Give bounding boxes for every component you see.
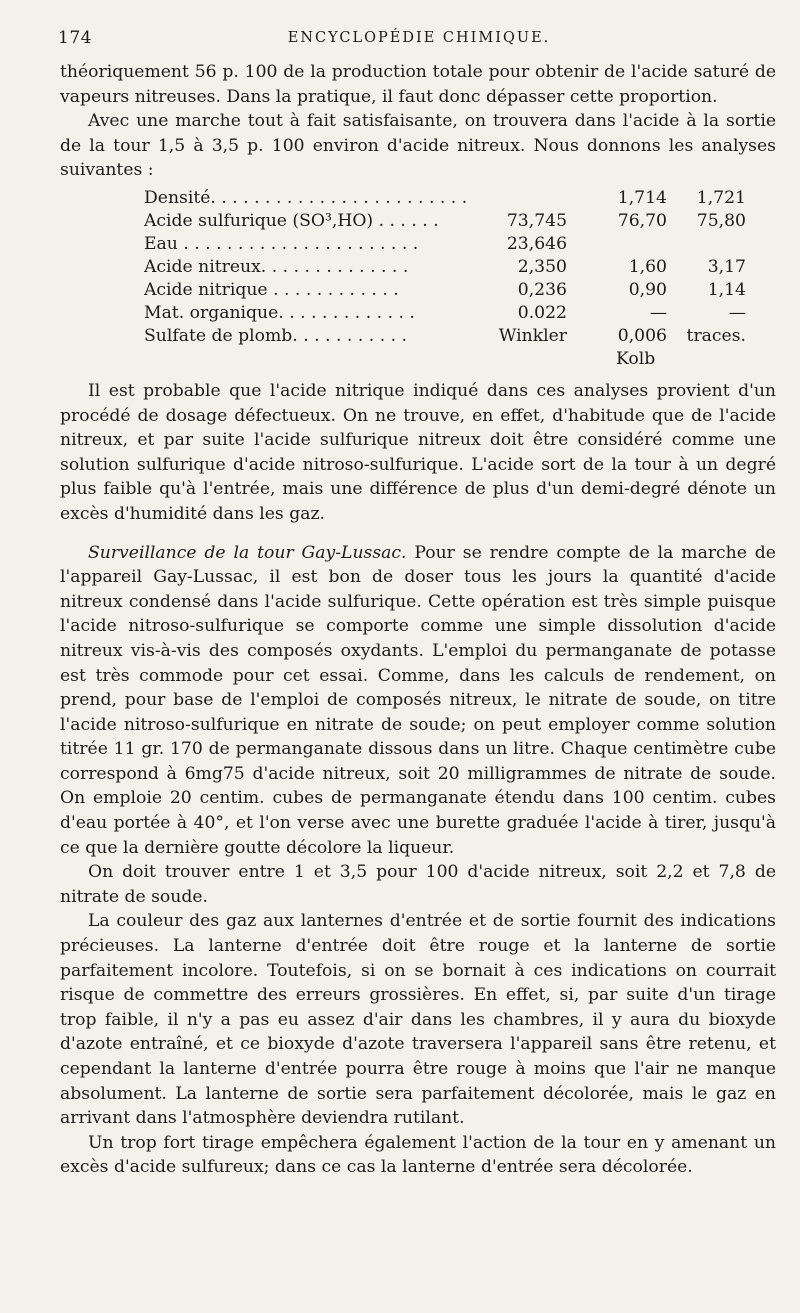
row-label: Acide nitreux. . . . . . . . . . . . . . xyxy=(144,256,409,277)
cell-value: 1,714 xyxy=(617,187,667,208)
cell-value: 0,90 xyxy=(628,279,667,300)
row-label: Sulfate de plomb. . . . . . . . . . . xyxy=(144,325,408,346)
row-label: Mat. organique. . . . . . . . . . . . . xyxy=(144,302,415,323)
analyses-table xyxy=(144,187,764,348)
table-row xyxy=(144,302,764,325)
cell-value: 0,006 xyxy=(617,325,667,346)
row-label: Densité. . . . . . . . . . . . . . . . . . . . . . . . xyxy=(144,187,467,208)
cell-value: 3,17 xyxy=(707,256,746,277)
paragraph-lanterns: La couleur des gaz aux lanternes d'entrée et de sortie fournit des indications précieuses. La lanterne d'entrée doit être rouge et la lanterne de sortie parfaitement incolore. Toutefois, si on se bornait à ces indications on courrait risque de commettre des erreurs grossières. En effet, si, par suite d'un tirage trop faible, il n'y a pas eu assez d'air dans les chambres, il y aura du bioxyde d'azote entraîné, et ce bioxyde d'azote traversera l'appareil sans être retenu, et cependant la lanterne d'entrée pourra être rouge à moins que l'air ne manque absolument. La lanterne de sortie sera parfaitement décolorée, mais le gaz en arrivant dans l'atmosphère deviendra rutilant. xyxy=(60,911,776,1129)
row-label: Eau . . . . . . . . . . . . . . . . . . . . . . xyxy=(144,233,419,254)
paragraph-strong-draught: Un trop fort tirage empêchera également l'action de la tour en y amenant un excès d'acide sulfureux; dans ce cas la lanterne d'entrée sera décolorée. xyxy=(60,1132,776,1178)
paragraph-nitric-acid: Il est probable que l'acide nitrique indiqué dans ces analyses provient d'un procédé de dosage défectueux. On ne trouve, en effet, d'habitude que de l'acide nitreux, et par suite l'acide sulfurique nitreux doit être considéré comme une solution sulfurique d'acide nitroso-sulfurique. L'acide sort de la tour à un degré plus faible qu'à l'entrée, mais une différence de plus d'un demi-degré dénote un excès d'humidité dans les gaz. xyxy=(60,380,776,524)
cell-value: 1,721 xyxy=(696,187,746,208)
cell-value: 23,646 xyxy=(506,233,567,254)
table-row xyxy=(144,187,764,210)
section-title: Surveillance de la tour Gay-Lussac. xyxy=(88,542,407,563)
cell-value xyxy=(567,233,667,256)
page-number: 174 xyxy=(58,28,92,48)
table-row xyxy=(144,210,764,233)
cell-value: 75,80 xyxy=(696,210,746,231)
running-head: ENCYCLOPÉDIE CHIMIQUE. xyxy=(287,30,551,46)
cell-value: 0.022 xyxy=(517,302,567,323)
paragraph-expected-range: On doit trouver entre 1 et 3,5 pour 100 d'acide nitreux, soit 2,2 et 7,8 de nitrate de soude. xyxy=(60,862,776,907)
cell-value: traces. xyxy=(686,325,746,346)
page-header xyxy=(58,28,780,52)
cell-value: Winkler xyxy=(498,325,567,346)
paragraph-surveillance-text: Pour se rendre compte de la marche de l'appareil Gay-Lussac, il est bon de doser tous les jours la quantité d'acide nitreux condensé dans l'acide sulfurique. Cette opération est très simple puisque l'acide nitroso-sulfurique se comporte comme une simple dissolution d'acide nitreux vis-à-vis des composés oxydants. L'emploi du permanganate de potasse est très commode pour cet essai. Comme, dans les calculs de rendement, on prend, pour base de l'emploi de composés nitreux, le nitrate de soude, on titre l'acide nitroso-sulfurique en nitrate de soude; on peut employer comme solution titrée 11 gr. 170 de permanganate dissous dans un litre. Chaque centimètre cube correspond à 6mg75 d'acide nitreux, soit 20 milligrammes de nitrate de soude. On emploie 20 centim. cubes de permanganate étendu dans 100 centim. cubes d'eau portée à 40°, et l'on verse avec une burette graduée l'acide à tirer, jusqu'à ce que la dernière goutte décolore la liqueur. xyxy=(60,542,776,858)
row-label: Acide nitrique . . . . . . . . . . . . xyxy=(144,279,399,300)
section-gap xyxy=(60,527,776,541)
cell-value xyxy=(467,187,567,210)
cell-value: 1,14 xyxy=(707,279,746,300)
cell-value: 76,70 xyxy=(617,210,667,231)
table-row xyxy=(144,279,764,302)
cell-value: 73,745 xyxy=(506,210,567,231)
paragraph-continuation: théoriquement 56 p. 100 de la production totale pour obtenir de l'acide saturé de vapeurs nitreuses. Dans la pratique, il faut donc dépasser cette proportion. xyxy=(60,62,776,107)
table-row xyxy=(144,233,764,256)
cell-value: — xyxy=(728,302,746,323)
cell-value xyxy=(667,233,746,256)
table-row xyxy=(144,325,764,348)
cell-value: 1,60 xyxy=(628,256,667,277)
cell-value: 0,236 xyxy=(517,279,567,300)
body-text xyxy=(60,60,776,1180)
cell-value: — xyxy=(649,302,667,323)
paragraph-analyses-intro: Avec une marche tout à fait satisfaisante, on trouvera dans l'acide à la sortie de la tour 1,5 à 3,5 p. 100 environ d'acide nitreux. Nous donnons les analyses suivantes : xyxy=(60,111,776,181)
row-label: Acide sulfurique (SO³,HO) . . . . . . xyxy=(144,210,439,231)
paragraph-surveillance xyxy=(60,541,776,861)
table-row xyxy=(144,256,764,279)
analysis-author-note: Kolb xyxy=(616,348,656,369)
cell-value: 2,350 xyxy=(517,256,567,277)
